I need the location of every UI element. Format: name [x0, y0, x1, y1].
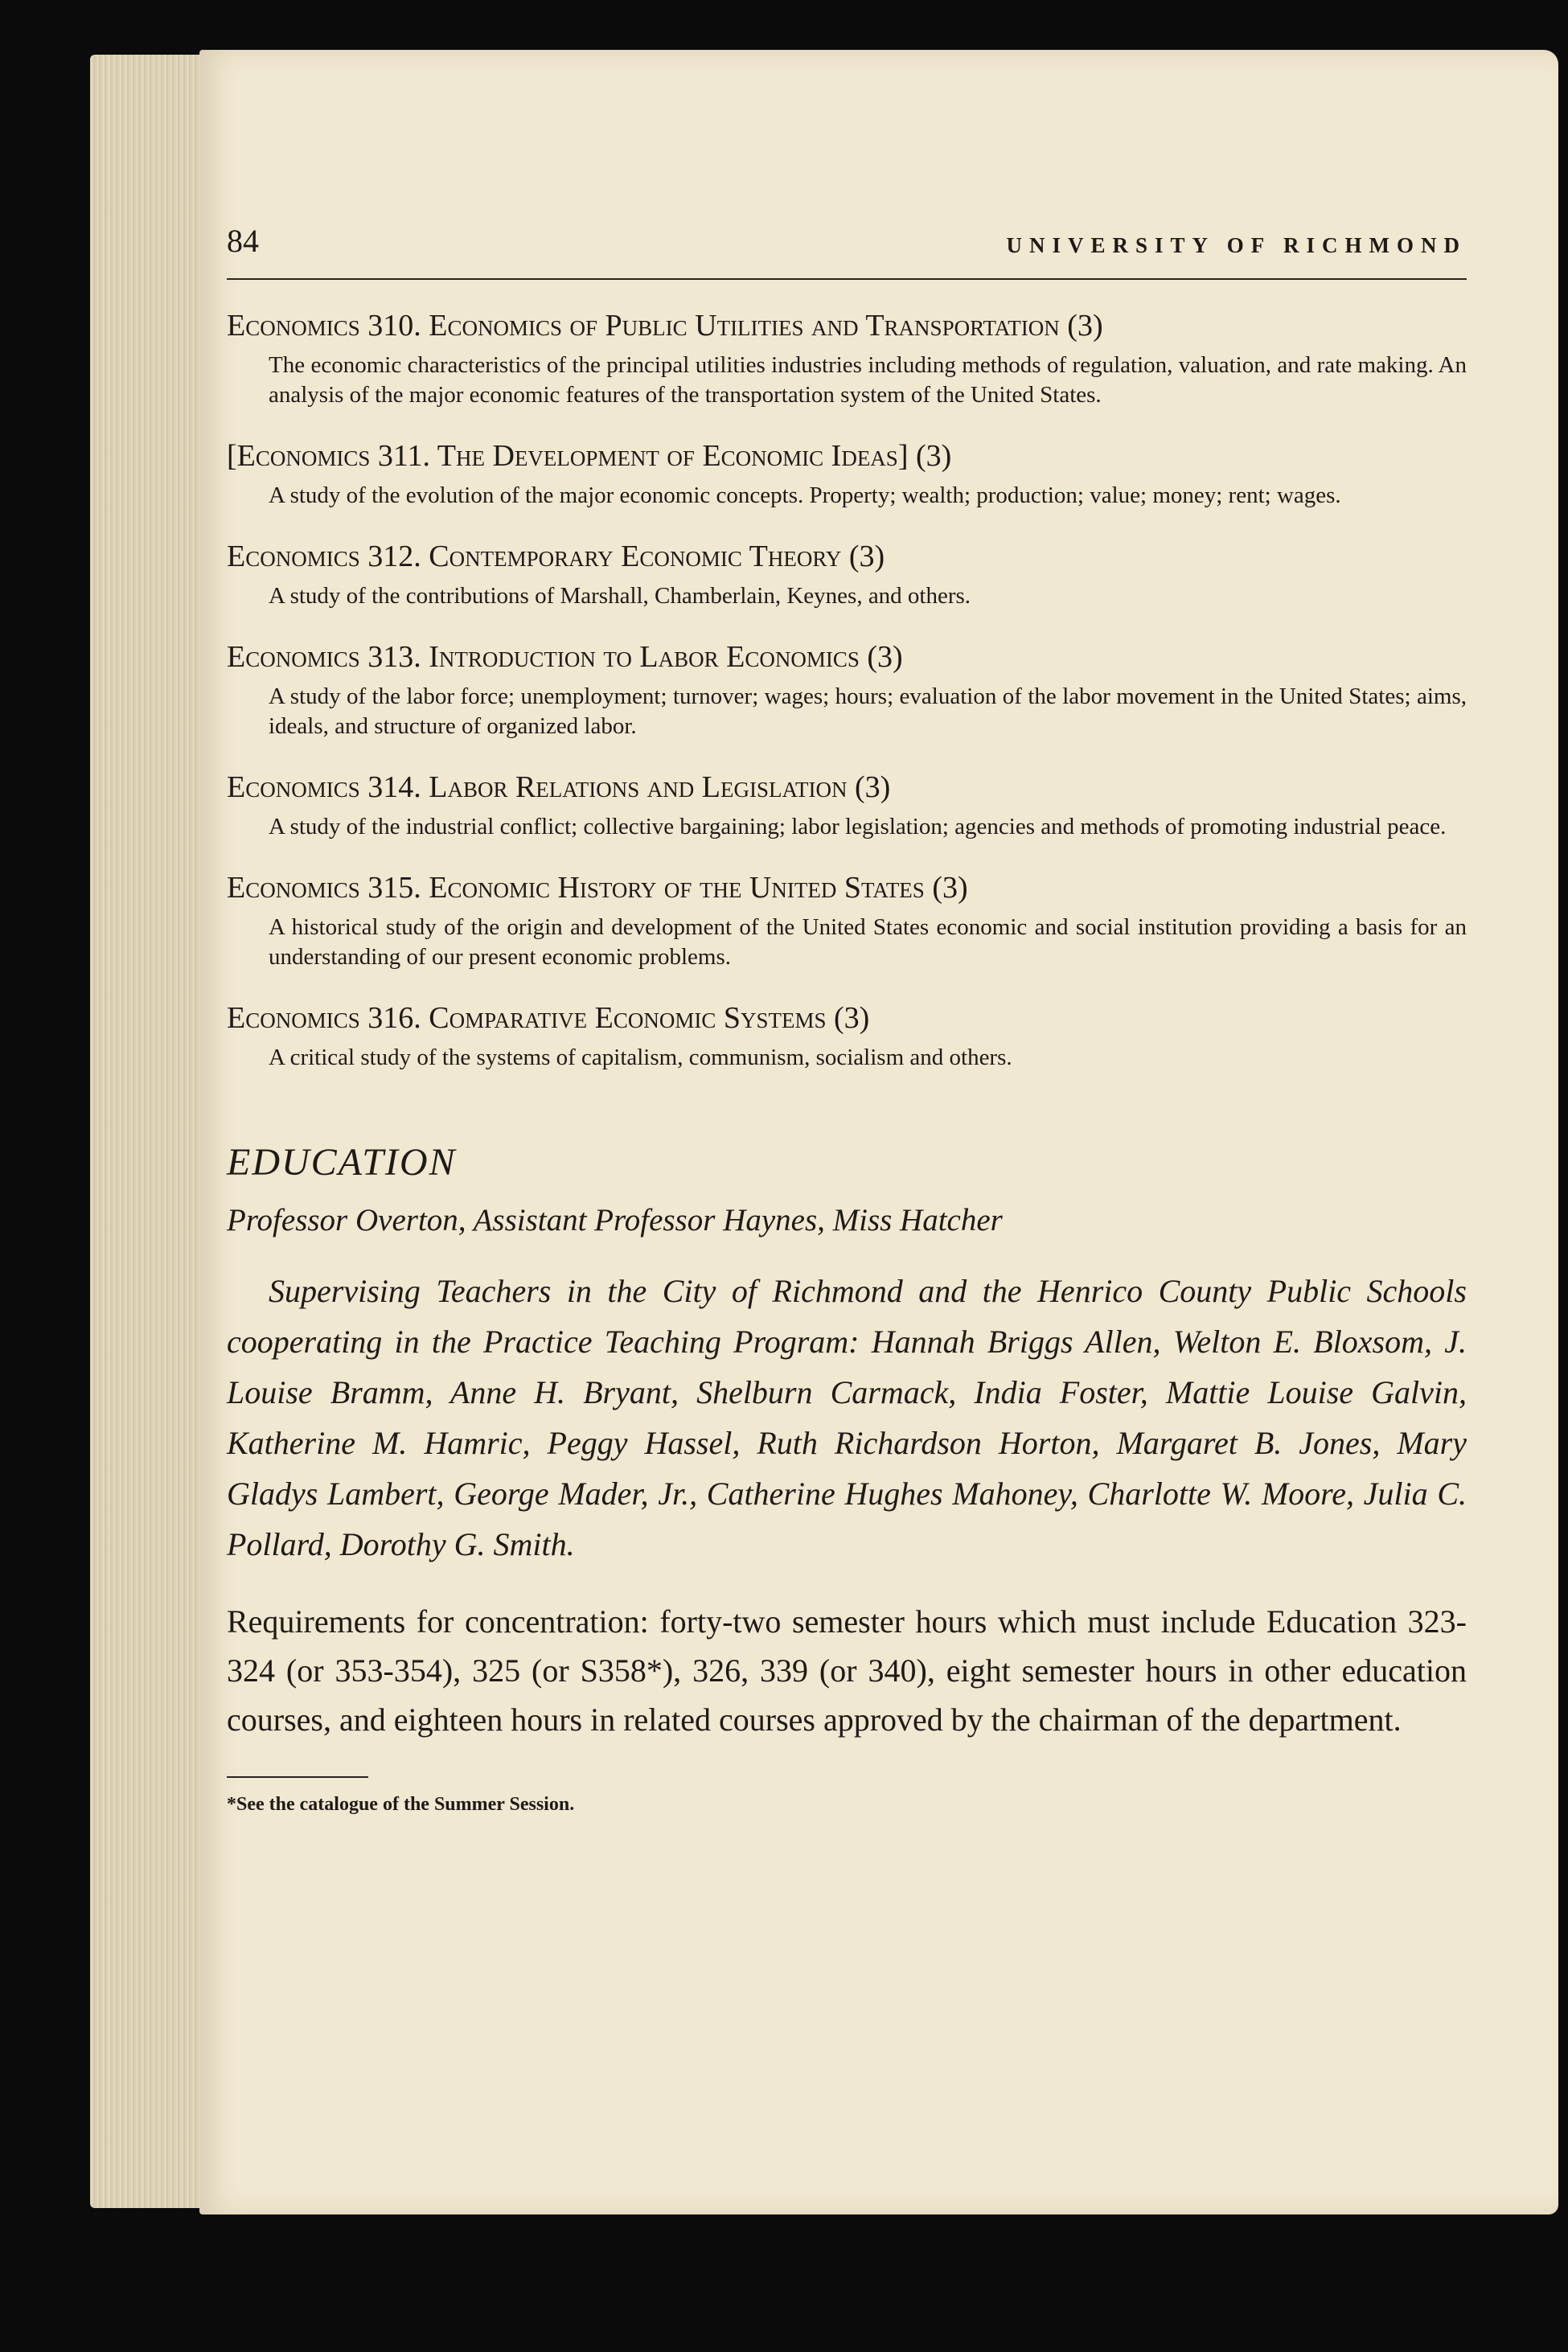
education-heading: EDUCATION — [227, 1141, 457, 1184]
course-description: A study of the evolution of the major economic concepts. Property; wealth; production; value; money; rent; wages. — [269, 482, 1341, 508]
running-title: UNIVERSITY OF RICHMOND — [1006, 233, 1467, 257]
running-head — [227, 183, 1467, 280]
course-economics-316 — [227, 996, 1467, 1073]
page-number: 84 — [227, 223, 259, 259]
course-title: Economics 315. Economic History of the United States (3) — [227, 871, 968, 905]
course-title: Economics 310. Economics of Public Utilities and Transportation (3) — [227, 309, 1103, 343]
course-economics-311 — [227, 434, 1467, 511]
page-stack-edge — [90, 55, 209, 2208]
footnote-divider — [227, 1776, 368, 1778]
course-title: [Economics 311. The Development of Economic Ideas] (3) — [227, 439, 952, 473]
course-title: Economics 316. Comparative Economic Systems (3) — [227, 1001, 870, 1035]
course-title: Economics 312. Contemporary Economic Theory (3) — [227, 540, 885, 573]
concentration-requirements: Requirements for concentration: forty-two semester hours which must include Education 323-324 (or 353-354), 325 (or S358*), 326, 339 (or 340), eight semester hours in other education courses, and eighteen hours in related courses approved by the chairman of the department. — [227, 1603, 1467, 1738]
course-title: Economics 314. Labor Relations and Legislation (3) — [227, 770, 891, 804]
course-description: The economic characteristics of the principal utilities industries including methods of regulation, valuation, and rate making. An analysis of the major economic features of the transportation system of the United States. — [269, 352, 1467, 408]
course-description: A critical study of the systems of capitalism, communism, socialism and others. — [269, 1045, 1012, 1070]
course-description: A study of the labor force; unemployment; turnover; wages; hours; evaluation of the labor movement in the United States; aims, ideals, and structure of organized labor. — [269, 683, 1467, 739]
supervising-teachers: Supervising Teachers in the City of Richmond and the Henrico County Public Schools cooperating in the Practice Teaching Program: Hannah Briggs Allen, Welton E. Bloxsom, J. Louise Bramm, Anne H. Bryant, Shelburn Carmack, India Foster, Mattie Louise Galvin, Katherine M. Hamric, Peggy Hassel, Ruth Richardson Horton, Margaret B. Jones, Mary Gladys Lambert, George Mader, Jr., Catherine Hughes Mahoney, Charlotte W. Moore, Julia C. Pollard, Dorothy G. Smith. — [227, 1273, 1467, 1562]
course-economics-314 — [227, 766, 1467, 842]
course-description: A historical study of the origin and development of the United States economic and social institution providing a basis for an understanding of our present economic problems. — [269, 914, 1467, 970]
course-title: Economics 313. Introduction to Labor Economics (3) — [227, 640, 903, 674]
course-economics-312 — [227, 535, 1467, 611]
footnote: *See the catalogue of the Summer Session. — [227, 1794, 575, 1815]
course-description: A study of the industrial conflict; collective bargaining; labor legislation; agencies and methods of promoting industrial peace. — [269, 814, 1447, 839]
course-economics-315 — [227, 866, 1467, 972]
course-description: A study of the contributions of Marshall, Chamberlain, Keynes, and others. — [269, 583, 971, 609]
course-economics-310 — [227, 304, 1467, 410]
page-content — [227, 183, 1467, 1816]
education-faculty: Professor Overton, Assistant Professor Haynes, Miss Hatcher — [227, 1203, 1003, 1238]
course-economics-313 — [227, 635, 1467, 741]
